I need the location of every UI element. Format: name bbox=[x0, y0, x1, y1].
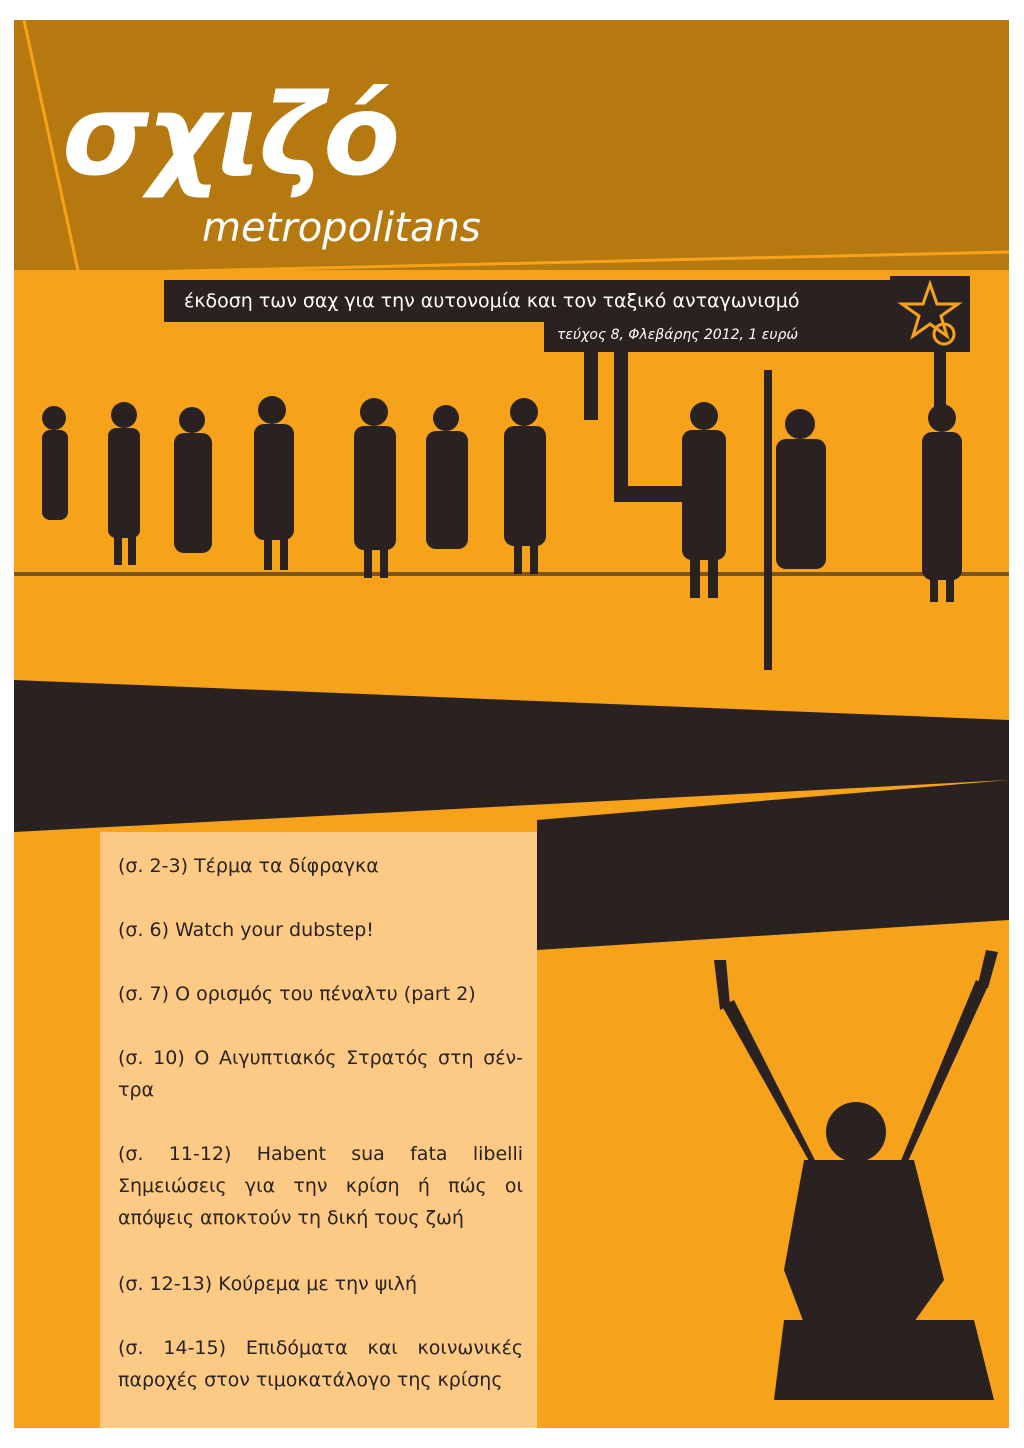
magazine-cover bbox=[14, 20, 1009, 1428]
magazine-tagline: έκδοση των σαχ για την αυτονομία και τον ταξικό ανταγωνισμό bbox=[184, 290, 800, 312]
contents-item: (σ. 14-15) Επιδόματα και κοινωνικές παροχές στον τιμοκατάλογο της κρίσης bbox=[118, 1337, 523, 1391]
issue-info: τεύχος 8, Φλεβάρης 2012, 1 ευρώ bbox=[557, 327, 799, 343]
contents-item: (σ. 7) Ο ορισμός του πέναλτυ (part 2) bbox=[118, 983, 476, 1005]
contents-item: (σ. 12-13) Κούρεμα με την ψιλή bbox=[118, 1273, 418, 1295]
magazine-subtitle: metropolitans bbox=[202, 205, 481, 251]
contents-item: (σ. 11-12) Habent sua fata libelli Σημειώσεις για την κρίση ή πώς οι απόψεις αποκτούν τη δική τους ζωή bbox=[118, 1143, 523, 1229]
contents-item: (σ. 10) Ο Αιγυπτιακός Στρατός στη σέν-τρα bbox=[118, 1047, 523, 1101]
contents-item: (σ. 6) Watch your dubstep! bbox=[118, 919, 374, 941]
star-circle-emblem-icon bbox=[890, 276, 970, 352]
table-of-contents bbox=[100, 832, 537, 1428]
magazine-title: σχιζό bbox=[62, 71, 399, 201]
contents-item: (σ. 2-3) Τέρμα τα δίφραγκα bbox=[118, 855, 379, 877]
